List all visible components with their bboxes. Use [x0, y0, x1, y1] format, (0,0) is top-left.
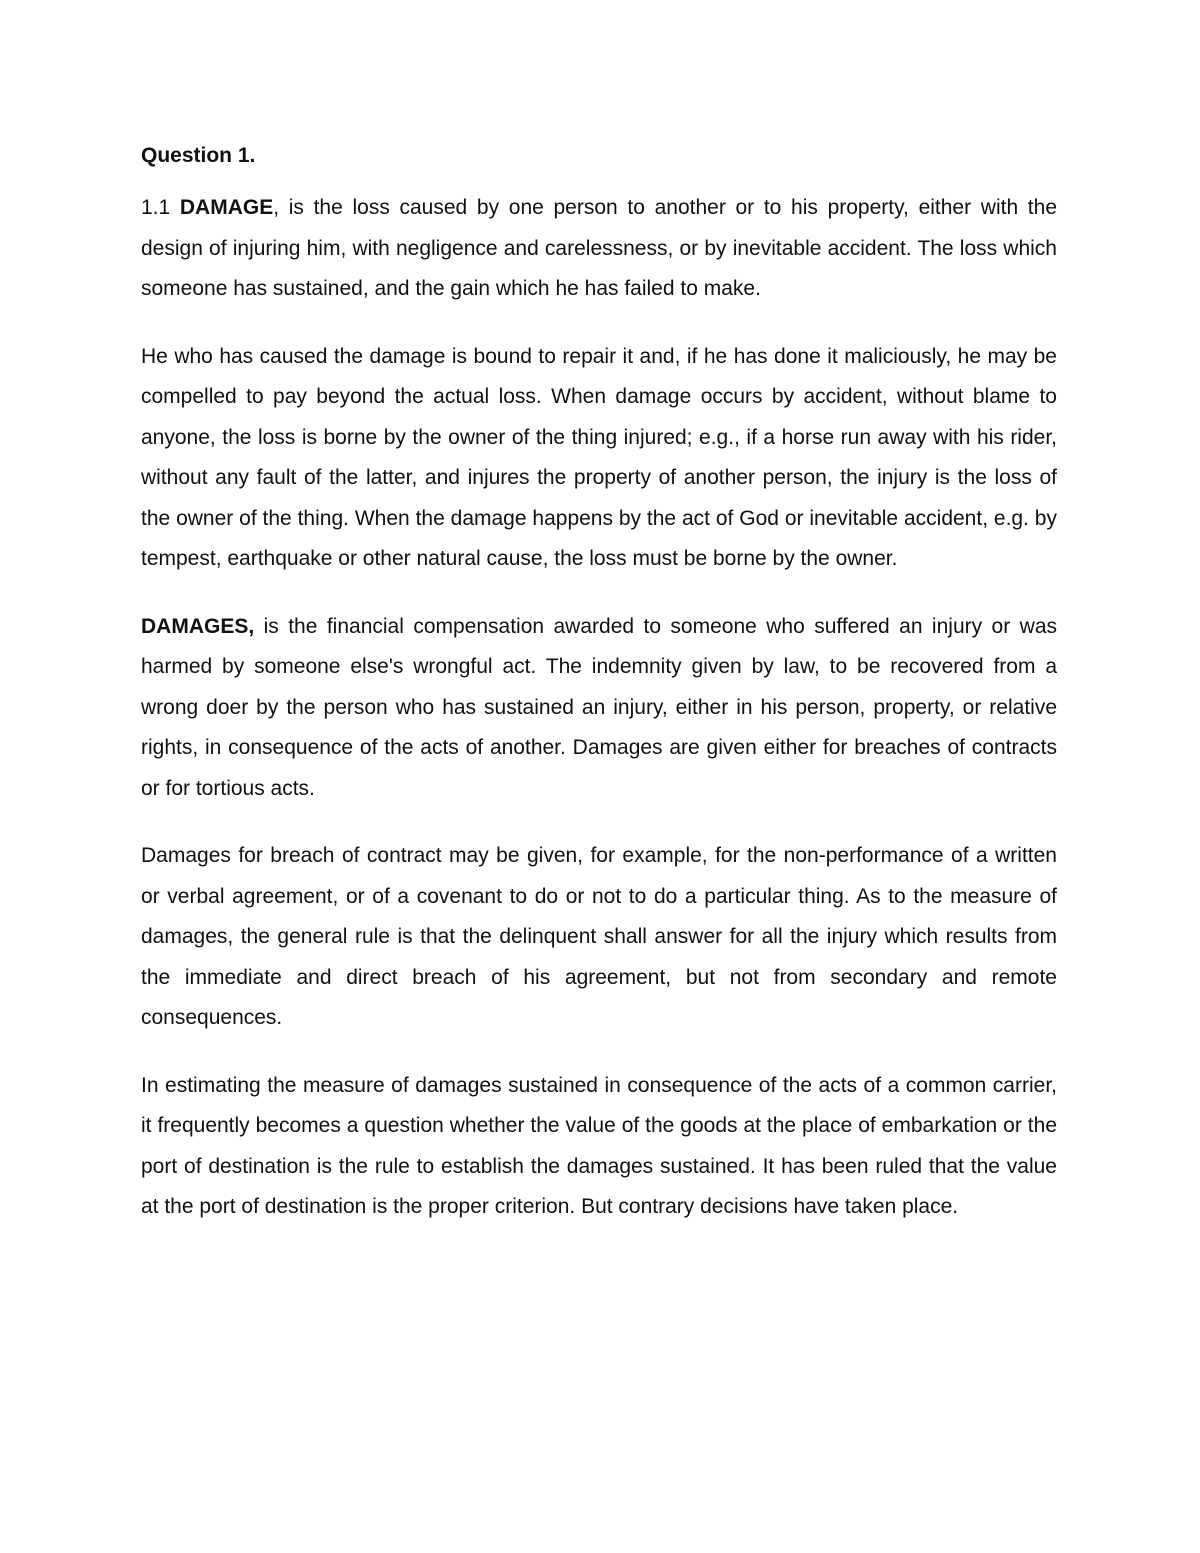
paragraph-text: In estimating the measure of damages sustained in consequence of the acts of a common carrier, it frequently becomes a question whether the value of the goods at the place of embarkation or the port of destination is the rule to establish the damages sustained. It has been ruled that the value at the port of destination is the proper criterion. But contrary decisions have taken place. — [141, 1073, 1057, 1218]
paragraph-text: is the financial compensation awarded to someone who suffered an injury or was harmed by someone else's wrongful act. The indemnity given by law, to be recovered from a wrong doer by the person who has sustained an injury, either in his person, property, or relative rights, in consequence of the acts of another. Damages are given either for breaches of contracts or for tortious acts. — [141, 614, 1057, 800]
paragraph-breach-of-contract — [141, 836, 1057, 1039]
paragraph-common-carrier — [141, 1066, 1057, 1228]
paragraph-liability — [141, 337, 1057, 580]
term-damage: DAMAGE — [179, 196, 274, 219]
document-page — [141, 140, 1057, 1255]
paragraph-damages-definition — [141, 607, 1057, 810]
term-damages: DAMAGES, — [141, 614, 255, 638]
section-number: 1.1 — [141, 196, 180, 219]
paragraph-text: Damages for breach of contract may be given, for example, for the non-performance of a written or verbal agreement, or of a covenant to do or not to do a particular thing. As to the measure of damages, the general rule is that the delinquent shall answer for all the injury which results from the immediate and direct breach of his agreement, but not from secondary and remote consequences. — [141, 844, 1057, 1029]
paragraph-text: He who has caused the damage is bound to repair it and, if he has done it maliciously, he may be compelled to pay beyond the actual loss. When damage occurs by accident, without blame to anyone, the loss is borne by the owner of the thing injured; e.g., if a horse run away with his rider, without any fault of the latter, and injures the property of another person, the injury is the loss of the owner of the thing. When the damage happens by the act of God or inevitable accident, e.g. by tempest, earthquake or other natural cause, the loss must be borne by the owner. — [141, 344, 1057, 570]
question-heading: Question 1. — [141, 144, 256, 167]
paragraph-damage-definition — [141, 188, 1057, 310]
paragraph-text: , is the loss caused by one person to another or to his property, either with the design of injuring him, with negligence and carelessness, or by inevitable accident. The loss which someone has sustained, and the gain which he has failed to make. — [141, 196, 1058, 300]
